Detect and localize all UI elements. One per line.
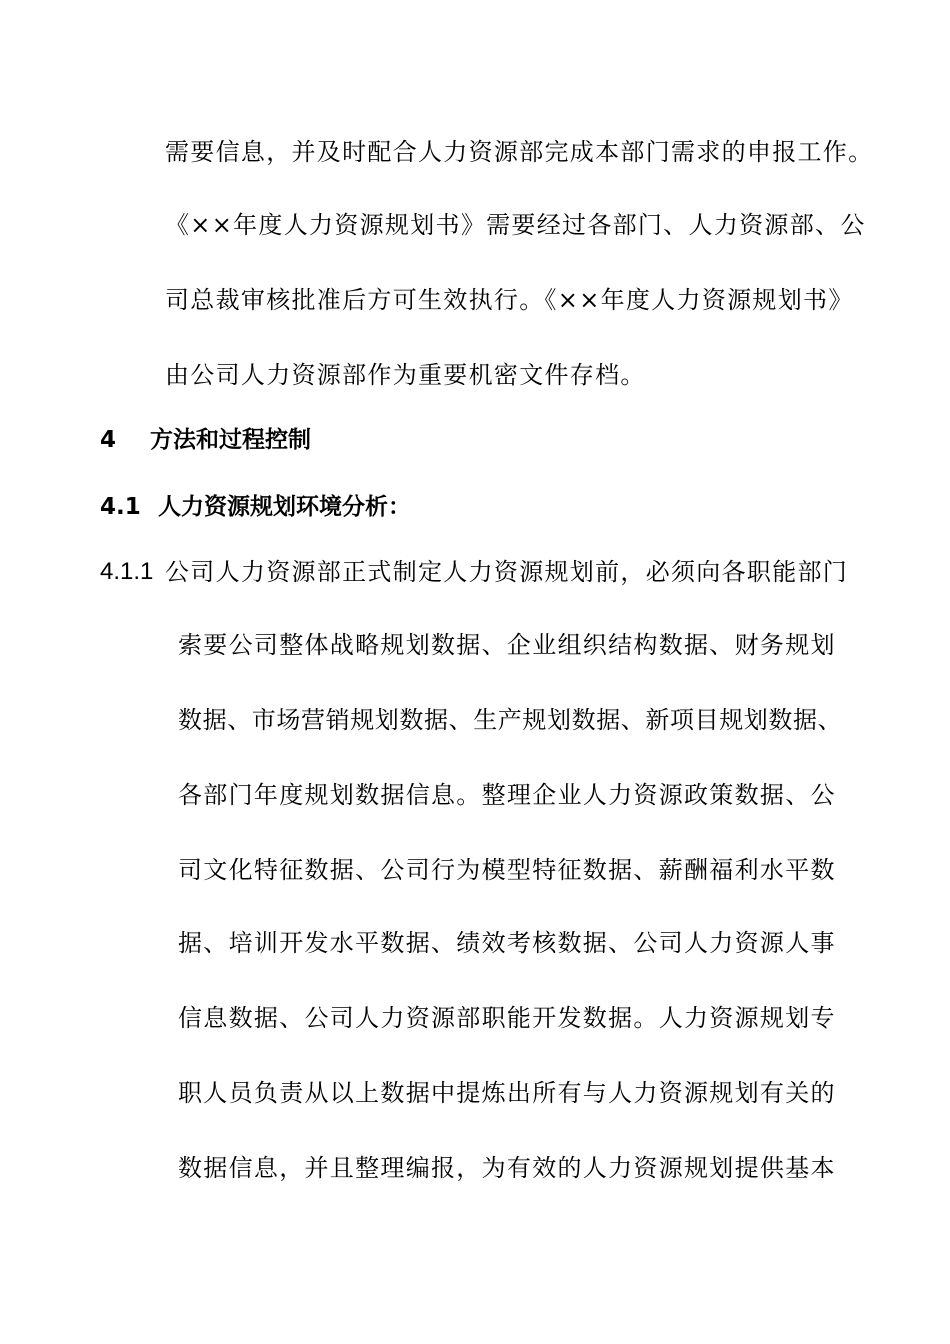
clause-line-9: 数据信息，并且整理编报，为有效的人力资源规划提供基本: [178, 1154, 836, 1182]
clause-line-3: 数据、市场营销规划数据、生产规划数据、新项目规划数据、: [178, 706, 843, 734]
section-4-title: 方法和过程控制: [150, 427, 311, 453]
section-4-heading: [100, 425, 311, 455]
clause-line-8: 职人员负责从以上数据中提炼出所有与人力资源规划有关的: [178, 1079, 836, 1107]
section-4-1-heading: [100, 492, 411, 522]
intro-line-3: 司总裁审核批准后方可生效执行。《××年度人力资源规划书》: [165, 286, 854, 314]
intro-line-4: 由公司人力资源部作为重要机密文件存档。: [165, 361, 646, 389]
clause-line-1: 公司人力资源部正式制定人力资源规划前，必须向各职能部门: [165, 558, 849, 586]
intro-line-1: 需要信息，并及时配合人力资源部完成本部门需求的申报工作。: [165, 138, 874, 166]
clause-line-7: 信息数据、公司人力资源部职能开发数据。人力资源规划专: [178, 1004, 836, 1032]
section-4-1-title: 人力资源规划环境分析：: [158, 494, 411, 520]
section-4-1-number: 4.1: [100, 494, 141, 520]
clause-4-1-1-number: 4.1.1: [100, 558, 154, 585]
clause-line-2: 索要公司整体战略规划数据、企业组织结构数据、财务规划: [178, 631, 836, 659]
clause-line-4: 各部门年度规划数据信息。整理企业人力资源政策数据、公: [178, 781, 836, 809]
clause-line-6: 据、培训开发水平数据、绩效考核数据、公司人力资源人事: [178, 929, 836, 957]
section-4-number: 4: [100, 427, 117, 453]
clause-line-5: 司文化特征数据、公司行为模型特征数据、薪酬福利水平数: [178, 856, 836, 884]
intro-line-2: 《××年度人力资源规划书》需要经过各部门、人力资源部、公: [165, 211, 866, 239]
